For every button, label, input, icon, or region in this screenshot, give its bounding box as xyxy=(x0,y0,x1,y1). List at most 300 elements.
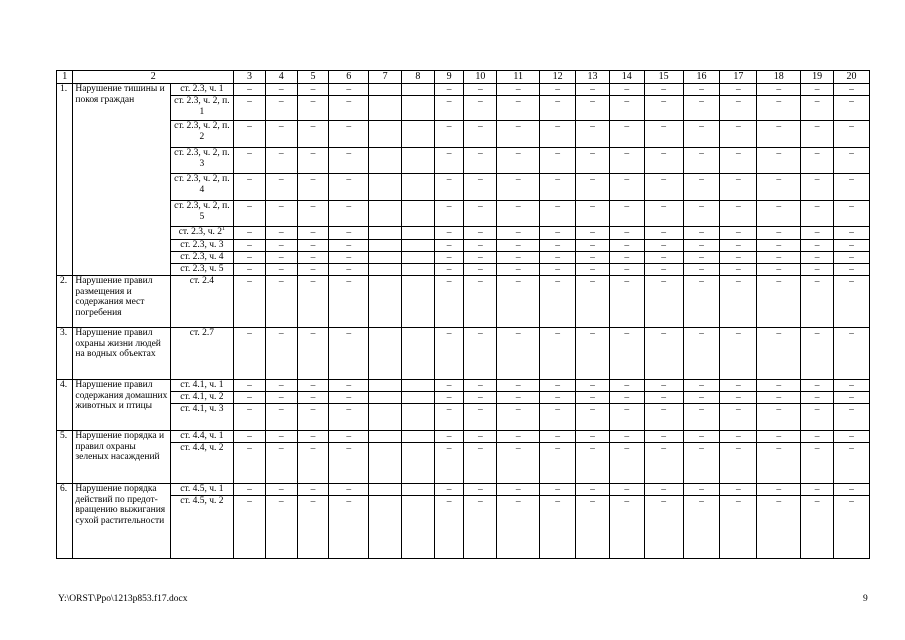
dash-cell: – xyxy=(464,227,497,240)
dash-cell: – xyxy=(834,201,870,227)
dash-cell: – xyxy=(297,240,329,252)
dash-cell: – xyxy=(757,380,801,392)
dash-cell: – xyxy=(297,380,329,392)
table-row xyxy=(57,431,870,443)
dash-cell: – xyxy=(683,227,720,240)
dash-cell: – xyxy=(644,201,683,227)
dash-cell: – xyxy=(265,174,297,201)
article-reference xyxy=(170,443,233,484)
dash-cell: – xyxy=(434,148,464,174)
dash-cell: – xyxy=(265,484,297,496)
dash-cell: – xyxy=(834,431,870,443)
dash-cell: – xyxy=(329,328,369,380)
article-reference xyxy=(170,227,233,240)
violation-name: Нарушение правил охраны жизни людей на водных объектах xyxy=(73,328,170,380)
dash-cell: – xyxy=(540,276,576,328)
dash-cell: – xyxy=(464,96,497,121)
dash-cell: – xyxy=(683,484,720,496)
dash-cell: – xyxy=(497,276,540,328)
dash-cell: – xyxy=(801,174,834,201)
dash-cell: – xyxy=(609,227,644,240)
article-reference xyxy=(170,174,233,201)
empty-cell xyxy=(369,484,402,496)
dash-cell: – xyxy=(464,392,497,404)
article-text: ст. 4.5, ч. 1 xyxy=(180,484,224,494)
article-reference xyxy=(170,121,233,148)
article-reference xyxy=(170,201,233,227)
dash-cell: – xyxy=(329,380,369,392)
dash-cell: – xyxy=(265,328,297,380)
dash-cell: – xyxy=(644,484,683,496)
dash-cell: – xyxy=(683,240,720,252)
dash-cell: – xyxy=(609,404,644,431)
dash-cell: – xyxy=(683,174,720,201)
dash-cell: – xyxy=(234,404,266,431)
dash-cell: – xyxy=(576,96,610,121)
dash-cell: – xyxy=(757,121,801,148)
dash-cell: – xyxy=(434,201,464,227)
dash-cell: – xyxy=(265,380,297,392)
dash-cell: – xyxy=(329,227,369,240)
dash-cell: – xyxy=(576,201,610,227)
article-reference xyxy=(170,252,233,264)
empty-cell xyxy=(402,121,435,148)
empty-cell xyxy=(369,328,402,380)
dash-cell: – xyxy=(464,252,497,264)
column-header-2: 2 xyxy=(73,71,234,84)
empty-cell xyxy=(402,380,435,392)
dash-cell: – xyxy=(609,96,644,121)
dash-cell: – xyxy=(757,392,801,404)
dash-cell: – xyxy=(757,84,801,96)
table-row xyxy=(57,328,870,380)
dash-cell: – xyxy=(644,252,683,264)
column-header-19: 19 xyxy=(801,71,834,84)
column-header-4: 4 xyxy=(265,71,297,84)
dash-cell: – xyxy=(464,240,497,252)
dash-cell: – xyxy=(757,484,801,496)
dash-cell: – xyxy=(609,174,644,201)
dash-cell: – xyxy=(757,240,801,252)
dash-cell: – xyxy=(683,496,720,559)
dash-cell: – xyxy=(497,240,540,252)
dash-cell: – xyxy=(540,328,576,380)
dash-cell: – xyxy=(434,96,464,121)
dash-cell: – xyxy=(757,201,801,227)
dash-cell: – xyxy=(609,328,644,380)
dash-cell: – xyxy=(644,496,683,559)
dash-cell: – xyxy=(834,392,870,404)
dash-cell: – xyxy=(644,148,683,174)
article-text: ст. 2.4 xyxy=(189,276,215,286)
table-row xyxy=(57,380,870,392)
dash-cell: – xyxy=(757,431,801,443)
article-text: ст. 2.3, ч. 2, п. 2 xyxy=(174,121,230,142)
column-header-9: 9 xyxy=(434,71,464,84)
row-number: 5. xyxy=(57,431,73,484)
dash-cell: – xyxy=(834,227,870,240)
dash-cell: – xyxy=(576,240,610,252)
dash-cell: – xyxy=(609,431,644,443)
dash-cell: – xyxy=(720,276,757,328)
dash-cell: – xyxy=(234,328,266,380)
table-row xyxy=(57,227,870,240)
article-superscript: 1 xyxy=(222,225,226,232)
dash-cell: – xyxy=(540,443,576,484)
empty-cell xyxy=(402,496,435,559)
article-reference xyxy=(170,380,233,392)
dash-cell: – xyxy=(540,96,576,121)
dash-cell: – xyxy=(801,240,834,252)
dash-cell: – xyxy=(297,328,329,380)
table-row xyxy=(57,96,870,121)
dash-cell: – xyxy=(609,201,644,227)
dash-cell: – xyxy=(464,484,497,496)
dash-cell: – xyxy=(265,252,297,264)
table-row xyxy=(57,84,870,96)
column-header-18: 18 xyxy=(757,71,801,84)
dash-cell: – xyxy=(801,84,834,96)
table-row xyxy=(57,201,870,227)
dash-cell: – xyxy=(464,328,497,380)
dash-cell: – xyxy=(234,84,266,96)
dash-cell: – xyxy=(540,404,576,431)
article-reference xyxy=(170,240,233,252)
dash-cell: – xyxy=(720,121,757,148)
empty-cell xyxy=(369,392,402,404)
dash-cell: – xyxy=(497,201,540,227)
dash-cell: – xyxy=(757,264,801,276)
column-header-20: 20 xyxy=(834,71,870,84)
dash-cell: – xyxy=(234,252,266,264)
dash-cell: – xyxy=(329,431,369,443)
dash-cell: – xyxy=(757,96,801,121)
dash-cell: – xyxy=(720,174,757,201)
dash-cell: – xyxy=(720,431,757,443)
row-number: 2. xyxy=(57,276,73,328)
dash-cell: – xyxy=(497,148,540,174)
dash-cell: – xyxy=(834,496,870,559)
dash-cell: – xyxy=(720,201,757,227)
dash-cell: – xyxy=(234,96,266,121)
dash-cell: – xyxy=(434,443,464,484)
dash-cell: – xyxy=(265,276,297,328)
dash-cell: – xyxy=(434,264,464,276)
dash-cell: – xyxy=(757,252,801,264)
dash-cell: – xyxy=(234,276,266,328)
table-row xyxy=(57,240,870,252)
table-body xyxy=(57,71,870,559)
dash-cell: – xyxy=(234,148,266,174)
dash-cell: – xyxy=(720,328,757,380)
dash-cell: – xyxy=(834,404,870,431)
empty-cell xyxy=(402,240,435,252)
empty-cell xyxy=(369,380,402,392)
dash-cell: – xyxy=(329,496,369,559)
dash-cell: – xyxy=(576,484,610,496)
dash-cell: – xyxy=(834,264,870,276)
dash-cell: – xyxy=(757,148,801,174)
dash-cell: – xyxy=(234,392,266,404)
dash-cell: – xyxy=(297,121,329,148)
dash-cell: – xyxy=(834,174,870,201)
dash-cell: – xyxy=(801,380,834,392)
empty-cell xyxy=(402,404,435,431)
dash-cell: – xyxy=(297,84,329,96)
column-header-15: 15 xyxy=(644,71,683,84)
article-reference xyxy=(170,84,233,96)
dash-cell: – xyxy=(834,380,870,392)
dash-cell: – xyxy=(329,148,369,174)
dash-cell: – xyxy=(265,201,297,227)
dash-cell: – xyxy=(434,240,464,252)
dash-cell: – xyxy=(720,252,757,264)
dash-cell: – xyxy=(234,443,266,484)
dash-cell: – xyxy=(497,174,540,201)
dash-cell: – xyxy=(834,252,870,264)
dash-cell: – xyxy=(464,148,497,174)
dash-cell: – xyxy=(297,431,329,443)
dash-cell: – xyxy=(329,121,369,148)
dash-cell: – xyxy=(720,392,757,404)
dash-cell: – xyxy=(720,227,757,240)
dash-cell: – xyxy=(644,328,683,380)
empty-cell xyxy=(402,252,435,264)
article-reference xyxy=(170,496,233,559)
dash-cell: – xyxy=(297,392,329,404)
dash-cell: – xyxy=(297,264,329,276)
dash-cell: – xyxy=(540,121,576,148)
empty-cell xyxy=(402,264,435,276)
article-text: ст. 2.3, ч. 4 xyxy=(180,252,224,262)
dash-cell: – xyxy=(644,404,683,431)
empty-cell xyxy=(402,201,435,227)
dash-cell: – xyxy=(801,496,834,559)
dash-cell: – xyxy=(464,121,497,148)
empty-cell xyxy=(402,443,435,484)
dash-cell: – xyxy=(497,431,540,443)
table-row xyxy=(57,443,870,484)
dash-cell: – xyxy=(265,227,297,240)
dash-cell: – xyxy=(540,174,576,201)
dash-cell: – xyxy=(497,264,540,276)
dash-cell: – xyxy=(801,121,834,148)
table-row xyxy=(57,404,870,431)
dash-cell: – xyxy=(683,404,720,431)
column-header-5: 5 xyxy=(297,71,329,84)
dash-cell: – xyxy=(540,227,576,240)
table-row xyxy=(57,484,870,496)
dash-cell: – xyxy=(801,96,834,121)
empty-cell xyxy=(369,443,402,484)
dash-cell: – xyxy=(329,201,369,227)
dash-cell: – xyxy=(801,276,834,328)
violation-name: Нарушение порядка действий по предот-вращению выжигания сухой растительности xyxy=(73,484,170,559)
dash-cell: – xyxy=(576,121,610,148)
column-header-3: 3 xyxy=(234,71,266,84)
column-header-7: 7 xyxy=(369,71,402,84)
article-reference xyxy=(170,96,233,121)
dash-cell: – xyxy=(644,121,683,148)
dash-cell: – xyxy=(265,392,297,404)
empty-cell xyxy=(369,252,402,264)
dash-cell: – xyxy=(540,484,576,496)
dash-cell: – xyxy=(720,443,757,484)
column-header-17: 17 xyxy=(720,71,757,84)
dash-cell: – xyxy=(329,392,369,404)
dash-cell: – xyxy=(297,201,329,227)
dash-cell: – xyxy=(265,443,297,484)
dash-cell: – xyxy=(834,240,870,252)
dash-cell: – xyxy=(644,380,683,392)
article-reference xyxy=(170,328,233,380)
dash-cell: – xyxy=(576,252,610,264)
dash-cell: – xyxy=(801,328,834,380)
dash-cell: – xyxy=(540,264,576,276)
violation-name: Нарушение правил размещения и содержания мест погребения xyxy=(73,276,170,328)
dash-cell: – xyxy=(576,392,610,404)
dash-cell: – xyxy=(576,276,610,328)
dash-cell: – xyxy=(497,121,540,148)
table-row xyxy=(57,276,870,328)
article-text: ст. 4.1, ч. 3 xyxy=(180,404,224,414)
dash-cell: – xyxy=(297,227,329,240)
dash-cell: – xyxy=(540,496,576,559)
empty-cell xyxy=(369,496,402,559)
dash-cell: – xyxy=(683,380,720,392)
dash-cell: – xyxy=(540,240,576,252)
dash-cell: – xyxy=(576,496,610,559)
dash-cell: – xyxy=(576,227,610,240)
dash-cell: – xyxy=(434,431,464,443)
dash-cell: – xyxy=(434,496,464,559)
article-text: ст. 2.3, ч. 2 xyxy=(178,227,223,237)
dash-cell: – xyxy=(683,148,720,174)
dash-cell: – xyxy=(434,121,464,148)
article-text: ст. 4.1, ч. 1 xyxy=(180,380,224,390)
row-number: 6. xyxy=(57,484,73,559)
dash-cell: – xyxy=(497,252,540,264)
dash-cell: – xyxy=(609,240,644,252)
dash-cell: – xyxy=(757,404,801,431)
empty-cell xyxy=(369,121,402,148)
dash-cell: – xyxy=(720,380,757,392)
dash-cell: – xyxy=(609,148,644,174)
dash-cell: – xyxy=(234,174,266,201)
dash-cell: – xyxy=(265,121,297,148)
dash-cell: – xyxy=(683,328,720,380)
column-header-16: 16 xyxy=(683,71,720,84)
row-number: 1. xyxy=(57,84,73,276)
dash-cell: – xyxy=(576,328,610,380)
dash-cell: – xyxy=(497,84,540,96)
dash-cell: – xyxy=(801,431,834,443)
table-row xyxy=(57,252,870,264)
dash-cell: – xyxy=(234,227,266,240)
article-text: ст. 2.3, ч. 2, п. 1 xyxy=(174,96,230,117)
column-header-11: 11 xyxy=(497,71,540,84)
dash-cell: – xyxy=(297,96,329,121)
dash-cell: – xyxy=(540,380,576,392)
dash-cell: – xyxy=(265,96,297,121)
dash-cell: – xyxy=(329,96,369,121)
dash-cell: – xyxy=(801,443,834,484)
article-text: ст. 4.4, ч. 1 xyxy=(180,431,224,441)
dash-cell: – xyxy=(234,121,266,148)
dash-cell: – xyxy=(234,201,266,227)
dash-cell: – xyxy=(265,431,297,443)
dash-cell: – xyxy=(683,392,720,404)
article-text: ст. 2.3, ч. 5 xyxy=(180,264,224,274)
column-header-10: 10 xyxy=(464,71,497,84)
table-row xyxy=(57,121,870,148)
column-header-6: 6 xyxy=(329,71,369,84)
dash-cell: – xyxy=(265,496,297,559)
article-text: ст. 2.3, ч. 3 xyxy=(180,240,224,250)
violation-name: Нарушение тишины и покоя граждан xyxy=(73,84,170,276)
column-header-8: 8 xyxy=(402,71,435,84)
dash-cell: – xyxy=(720,84,757,96)
dash-cell: – xyxy=(540,148,576,174)
dash-cell: – xyxy=(834,96,870,121)
empty-cell xyxy=(369,276,402,328)
dash-cell: – xyxy=(609,264,644,276)
dash-cell: – xyxy=(757,174,801,201)
dash-cell: – xyxy=(497,484,540,496)
dash-cell: – xyxy=(234,264,266,276)
dash-cell: – xyxy=(540,431,576,443)
dash-cell: – xyxy=(644,84,683,96)
dash-cell: – xyxy=(434,227,464,240)
empty-cell xyxy=(402,148,435,174)
dash-cell: – xyxy=(297,252,329,264)
dash-cell: – xyxy=(329,443,369,484)
dash-cell: – xyxy=(720,96,757,121)
dash-cell: – xyxy=(265,148,297,174)
dash-cell: – xyxy=(644,96,683,121)
empty-cell xyxy=(402,484,435,496)
table-row xyxy=(57,264,870,276)
dash-cell: – xyxy=(644,174,683,201)
article-reference xyxy=(170,148,233,174)
violation-name: Нарушение правил содержания домашних животных и птицы xyxy=(73,380,170,431)
dash-cell: – xyxy=(434,84,464,96)
dash-cell: – xyxy=(234,484,266,496)
dash-cell: – xyxy=(644,264,683,276)
column-header-14: 14 xyxy=(609,71,644,84)
dash-cell: – xyxy=(644,392,683,404)
dash-cell: – xyxy=(720,404,757,431)
dash-cell: – xyxy=(757,328,801,380)
dash-cell: – xyxy=(576,148,610,174)
dash-cell: – xyxy=(834,443,870,484)
dash-cell: – xyxy=(720,484,757,496)
dash-cell: – xyxy=(464,84,497,96)
dash-cell: – xyxy=(464,201,497,227)
empty-cell xyxy=(369,227,402,240)
dash-cell: – xyxy=(757,496,801,559)
table-row xyxy=(57,392,870,404)
row-number: 3. xyxy=(57,328,73,380)
dash-cell: – xyxy=(497,443,540,484)
dash-cell: – xyxy=(234,380,266,392)
article-reference xyxy=(170,404,233,431)
dash-cell: – xyxy=(434,380,464,392)
dash-cell: – xyxy=(329,252,369,264)
empty-cell xyxy=(402,392,435,404)
dash-cell: – xyxy=(434,174,464,201)
dash-cell: – xyxy=(265,240,297,252)
